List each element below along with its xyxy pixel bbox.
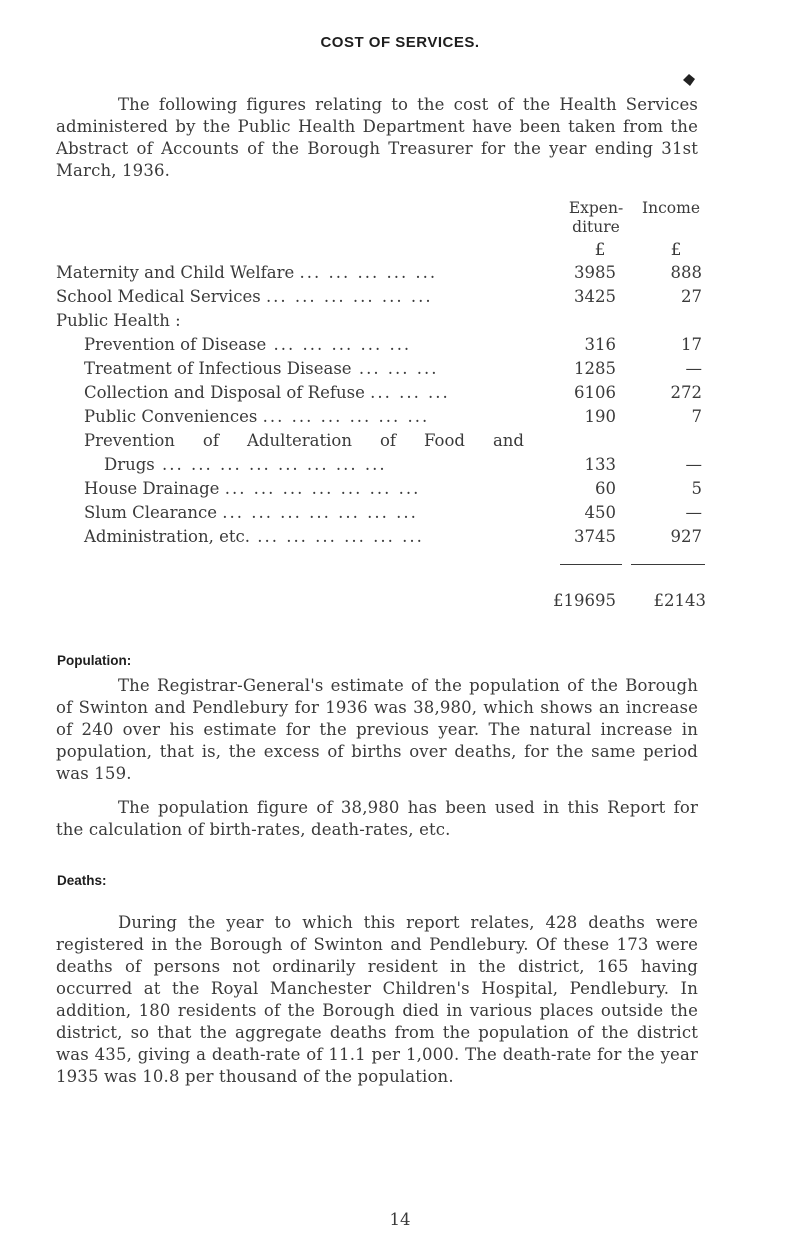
income-cell: — (685, 503, 702, 522)
income-cell: 27 (681, 287, 702, 306)
income-cell: — (685, 455, 702, 474)
section-label: Public Health : (56, 311, 181, 330)
expenditure-currency: £ (594, 240, 606, 260)
leader-dots: ... ... ... (370, 383, 450, 402)
row-label: Collection and Disposal of Refuse (84, 383, 365, 402)
income-total: £2143 (653, 591, 706, 610)
income-total-rule (631, 564, 705, 565)
row-label: Maternity and Child Welfare (56, 263, 295, 282)
table-row (56, 286, 433, 308)
expenditure-cell: 1285 (574, 359, 616, 378)
expenditure-cell: 316 (584, 335, 616, 354)
leader-dots: ... ... ... ... ... ... (249, 527, 424, 546)
expenditure-total-rule (560, 564, 622, 565)
population-paragraph (56, 675, 698, 785)
income-cell: 272 (670, 383, 702, 402)
income-header: Income (642, 199, 700, 217)
table-row (84, 406, 429, 428)
income-cell: 927 (670, 527, 702, 546)
leader-dots: ... ... ... ... ... ... ... (224, 479, 421, 498)
leader-dots: ... ... ... ... ... ... ... ... (154, 455, 387, 474)
leader-dots: ... ... ... ... ... (266, 335, 412, 354)
table-row (84, 358, 439, 380)
table-row (84, 478, 420, 500)
table-row (84, 526, 424, 548)
population-heading: Population: (57, 653, 132, 668)
expenditure-cell: 190 (584, 407, 616, 426)
expenditure-cell: 3985 (574, 263, 616, 282)
row-label: Treatment of Infectious Disease (84, 359, 352, 378)
expenditure-header: Expen- diture (568, 199, 624, 236)
leader-dots: ... ... ... ... ... ... (262, 407, 430, 426)
row-label: Prevention of Disease (84, 335, 267, 354)
expenditure-cell: 450 (584, 503, 616, 522)
expenditure-total: £19695 (553, 591, 616, 610)
income-currency: £ (670, 240, 682, 260)
table-row (56, 310, 181, 332)
income-cell: 5 (691, 479, 702, 498)
expenditure-cell: 133 (584, 455, 616, 474)
row-label: Public Conveniences (84, 407, 258, 426)
leader-dots: ... ... ... ... ... ... ... (222, 503, 418, 522)
intro-paragraph (56, 94, 698, 182)
deaths-heading: Deaths: (57, 873, 107, 888)
leader-dots: ... ... ... (351, 359, 439, 378)
income-cell: 7 (691, 407, 702, 426)
expenditure-cell: 3745 (574, 527, 616, 546)
population-paragraph (56, 797, 698, 841)
row-label: House Drainage (84, 479, 220, 498)
table-row (84, 502, 418, 524)
row-label: School Medical Services (56, 287, 261, 306)
table-row (84, 430, 524, 452)
income-cell: 888 (670, 263, 702, 282)
intro-text: The following figures relating to the cost of the Health Services administered by the Public Health Department have been taken from the Abstract of Accounts of the Borough Treasurer for the year ending 31st March, 1936. (56, 95, 698, 180)
expenditure-cell: 6106 (574, 383, 616, 402)
income-cell: — (685, 359, 702, 378)
population-text-2: The population figure of 38,980 has been used in this Report for the calculation of birth-rates, death-rates, etc. (56, 798, 698, 839)
table-row (84, 382, 450, 404)
row-label: Prevention of Adulteration of Food and (84, 431, 524, 450)
row-label: Administration, etc. (84, 527, 250, 546)
population-text-1: The Registrar-General's estimate of the population of the Borough of Swinton and Pendlebury for 1936 was 38,980, which shows an increase of 240 over his estimate for the previous year. The natural increase in population, that is, the excess of births over deaths, for the same period was 159. (56, 676, 698, 783)
row-label: Drugs (104, 455, 155, 474)
leader-dots: ... ... ... ... ... (299, 263, 438, 282)
table-row (104, 454, 387, 476)
ink-blot-mark (683, 74, 695, 86)
page-number: 14 (389, 1210, 411, 1229)
table-row (56, 262, 437, 284)
expenditure-cell: 3425 (574, 287, 616, 306)
deaths-paragraph (56, 912, 698, 1088)
table-row (84, 334, 411, 356)
leader-dots: ... ... ... ... ... ... (265, 287, 433, 306)
deaths-text: During the year to which this report relates, 428 deaths were registered in the Borough of Swinton and Pendlebury. Of these 173 were deaths of persons not ordinarily resident in the district, 165 having occurred at the Royal Manchester Children's Hospital, Pendlebury. In addition, 180 residents of the Borough died in various places outside the district, so that the aggregate deaths from the population of the district was 435, giving a death-rate of 11.1 per 1,000. The death-rate for the year 1935 was 10.8 per thousand of the population. (56, 913, 698, 1086)
income-cell: 17 (681, 335, 702, 354)
expenditure-cell: 60 (595, 479, 616, 498)
row-label: Slum Clearance (84, 503, 217, 522)
page-title: COST OF SERVICES. (320, 34, 480, 51)
